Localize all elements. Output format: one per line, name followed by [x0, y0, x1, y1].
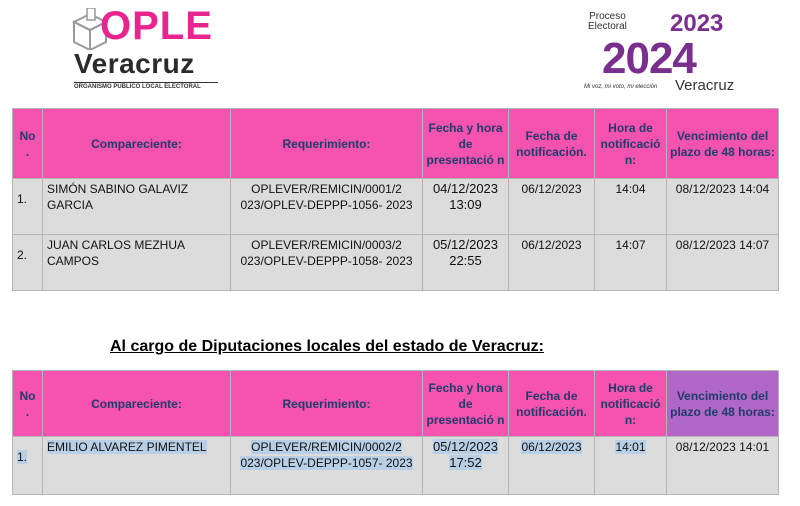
table-row [13, 235, 779, 291]
cell-no-text: 1. [17, 450, 28, 464]
header-vencimiento: Vencimiento del plazo de 48 horas: [667, 371, 779, 437]
section-title: Al cargo de Diputaciones locales del estado de Veracruz: [110, 338, 544, 355]
ople-org-text: ORGANISMO PÚBLICO LOCAL ELECTORAL [74, 82, 218, 90]
cell-compareciente-text: EMILIO ALVAREZ PIMENTEL [47, 440, 207, 454]
cell-hora-notificacion [595, 437, 667, 495]
cell-compareciente [43, 437, 231, 495]
year-2024-text: 2024 [602, 34, 696, 83]
cell-hora-notificacion: 14:04 [595, 179, 667, 235]
ople-brand-text: OPLE [100, 4, 213, 48]
cell-requerimiento-text: OPLEVER/REMICIN/0002/2 023/OPLEV-DEPPP-1057- 2023 [240, 440, 413, 470]
cell-vencimiento: 08/12/2023 14:04 [667, 179, 779, 235]
cell-fecha-notificacion-text: 06/12/2023 [521, 440, 582, 454]
header-requerimiento: Requerimiento: [231, 371, 423, 437]
cell-fecha-notificacion [509, 437, 595, 495]
cell-requerimiento: OPLEVER/REMICIN/0001/2 023/OPLEV-DEPPP-1056- 2023 [231, 179, 423, 235]
ople-logo [70, 4, 230, 92]
header-fecha-presentacion: Fecha y hora de presentació n [423, 371, 509, 437]
cell-fecha-presentacion [423, 437, 509, 495]
electoral-text: Electoral [588, 21, 627, 32]
cell-no: 2. [13, 235, 43, 291]
table-header-row [13, 109, 779, 179]
header-hora-notificacion: Hora de notificació n: [595, 109, 667, 179]
year-2023-text: 2023 [670, 10, 724, 37]
cell-fecha-notificacion: 06/12/2023 [509, 235, 595, 291]
header-compareciente: Compareciente: [43, 109, 231, 179]
header-vencimiento: Vencimiento del plazo de 48 horas: [667, 109, 779, 179]
header-fecha-notificacion: Fecha de notificación. [509, 371, 595, 437]
cell-vencimiento: 08/12/2023 14:07 [667, 235, 779, 291]
table-header-row [13, 371, 779, 437]
header-no: No . [13, 371, 43, 437]
header-fecha-notificacion: Fecha de notificación. [509, 109, 595, 179]
cell-no [13, 437, 43, 495]
cell-compareciente: SIMÓN SABINO GALAVIZ GARCIA [43, 179, 231, 235]
table-row [13, 179, 779, 235]
cell-fecha-notificacion: 06/12/2023 [509, 179, 595, 235]
cell-vencimiento: 08/12/2023 14:01 [667, 437, 779, 495]
requerimientos-table-2 [12, 370, 779, 495]
cell-fecha-presentacion: 05/12/2023 22:55 [423, 235, 509, 291]
cell-hora-notificacion: 14:07 [595, 235, 667, 291]
header-compareciente: Compareciente: [43, 371, 231, 437]
cell-fecha-presentacion-text: 05/12/2023 17:52 [432, 439, 499, 470]
slogan-text: Mi voz, mi voto, mi elección [584, 84, 658, 90]
proceso-electoral-label [588, 12, 627, 32]
cell-fecha-presentacion: 04/12/2023 13:09 [423, 179, 509, 235]
header-requerimiento: Requerimiento: [231, 109, 423, 179]
cell-requerimiento: OPLEVER/REMICIN/0003/2 023/OPLEV-DEPPP-1058- 2023 [231, 235, 423, 291]
proceso-text: Proceso [589, 11, 626, 22]
ople-state-text: Veracruz [74, 48, 195, 79]
requerimientos-table-1 [12, 108, 779, 291]
proceso-electoral-logo [580, 6, 740, 96]
cell-no: 1. [13, 179, 43, 235]
header-fecha-presentacion: Fecha y hora de presentació n [423, 109, 509, 179]
header-no: No . [13, 109, 43, 179]
cell-hora-notificacion-text: 14:01 [615, 440, 646, 454]
header-hora-notificacion: Hora de notificació n: [595, 371, 667, 437]
cell-requerimiento [231, 437, 423, 495]
veracruz-small-text: Veracruz [675, 77, 735, 94]
cell-compareciente: JUAN CARLOS MEZHUA CAMPOS [43, 235, 231, 291]
table-row [13, 437, 779, 495]
